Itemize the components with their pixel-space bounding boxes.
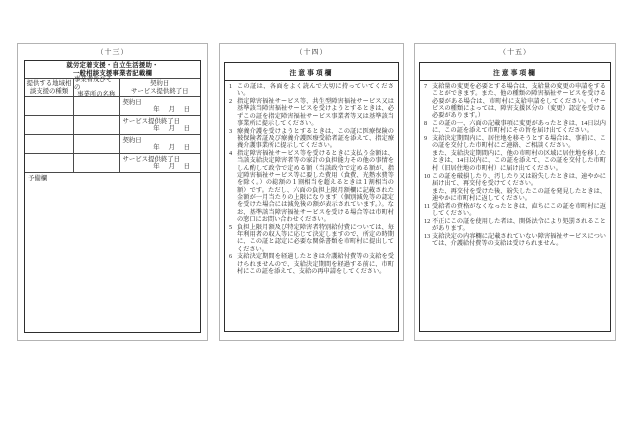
page-number-label: （十四） xyxy=(295,48,328,56)
note-item xyxy=(424,188,606,203)
support-provider-table xyxy=(24,60,201,333)
year-label: 年 xyxy=(153,124,160,132)
reserve-section-label: 予備欄 xyxy=(28,174,48,182)
notes-header: 注意事項欄 xyxy=(420,63,610,81)
month-label: 月 xyxy=(168,124,175,132)
note-item xyxy=(424,120,606,135)
date-cell-label: サービス提供終了日 xyxy=(122,117,181,125)
note-text: 支給決定の内容欄に記載されていない障害福祉サービスについては、介護給付費等の支給は受けられません。 xyxy=(432,232,606,248)
note-number: 11 xyxy=(424,202,430,210)
page-fourteen xyxy=(219,43,404,341)
date-cell xyxy=(120,154,201,172)
note-text: 支給決定期間を経過したときは介護給付費等の支給を受けられませんので、支給決定期間を経過する前に、市町村にこの証を添えて、支給の再申請をしてください。 xyxy=(237,253,394,275)
note-item xyxy=(229,128,394,150)
note-item xyxy=(424,203,606,218)
support-type-cell xyxy=(25,116,74,134)
contract-row xyxy=(25,134,200,153)
reserve-section xyxy=(25,172,200,332)
page-number-label: （十五） xyxy=(499,48,531,56)
note-item xyxy=(424,233,606,248)
note-text: 指定障害福祉サービス等、共生型障害福祉サービス又は基準該当障害福祉サービスを受けようとするときは、必ずこの証を指定障害福祉サービス事業者等又は基準該当事業所に提示してください。 xyxy=(237,98,394,127)
note-text: 負担上限月額及び特定障害者特別給付費については、毎年利用者の収入等に応じて決定しますので、所定の時期に、この証と認定に必要な関係書類を市町村に提出してください。 xyxy=(237,223,394,253)
provider-name-cell xyxy=(74,154,120,172)
contract-row xyxy=(25,153,200,172)
page-fifteen xyxy=(414,43,616,341)
year-month-day-line xyxy=(120,106,201,113)
month-label: 月 xyxy=(168,162,175,170)
date-cell-label: サービス提供終了日 xyxy=(122,155,181,163)
year-label: 年 xyxy=(153,105,160,113)
note-item xyxy=(424,150,606,172)
notes-box xyxy=(224,62,399,332)
note-text: この証は、各面をよく読んで大切に持っていてください。 xyxy=(237,83,394,98)
month-label: 月 xyxy=(168,143,175,151)
contract-rows xyxy=(25,96,200,172)
notes-list xyxy=(420,81,610,332)
note-text: この証の一、六面の記載事項に変更があったときは、14日以内に、この証を添えて市町村にその旨を届け出てください。 xyxy=(432,119,606,135)
note-number: 9 xyxy=(424,135,428,143)
note-item xyxy=(229,253,394,275)
note-text: 療養介護を受けようとするときは、この証に医療保険の被保険者証及び療養介護医療受給者証を添えて、指定療養介護事業所に提示してください。 xyxy=(237,127,394,150)
support-type-cell xyxy=(25,97,74,115)
note-text: 不正にこの証を使用した者は、関係法令により処罰されることがあります。 xyxy=(432,217,606,233)
notes-list xyxy=(225,81,398,332)
note-item xyxy=(229,224,394,253)
year-label: 年 xyxy=(153,162,160,170)
year-month-day-line xyxy=(120,144,201,151)
year-label: 年 xyxy=(153,143,160,151)
support-type-cell xyxy=(25,135,74,153)
provider-name-cell xyxy=(74,135,120,153)
notes-header: 注意事項欄 xyxy=(225,63,398,81)
note-item xyxy=(229,98,394,127)
column-header-contract-dates: 契約日 サービス提供終了日 xyxy=(130,80,189,95)
note-item xyxy=(424,135,606,150)
note-number: 3 xyxy=(229,127,233,135)
note-number: 1 xyxy=(229,83,233,90)
note-number: 2 xyxy=(229,98,233,106)
date-cell xyxy=(120,97,201,115)
note-number: 5 xyxy=(229,223,233,231)
note-item xyxy=(229,150,394,223)
notes-box xyxy=(419,62,611,332)
provider-name-cell xyxy=(74,97,120,115)
note-number: 6 xyxy=(229,253,233,261)
note-text: この証を破損したり、汚したり又は紛失したときは、速やかに届け出て、再交付を受けてください。 xyxy=(432,172,606,187)
note-number: 13 xyxy=(424,232,431,240)
month-label: 月 xyxy=(168,105,175,113)
date-cell-label: 契約日 xyxy=(122,98,142,106)
column-header-support-type: 提供する地域相 談支援の種類 xyxy=(25,79,74,96)
provider-name-cell xyxy=(74,116,120,134)
table-title-line1: 就労定着支援・自立生活援助・ xyxy=(66,62,159,70)
day-label: 日 xyxy=(183,143,190,151)
note-text: 受給者の資格がなくなったときは、直ちにこの証を市町村に返してください。 xyxy=(432,202,606,218)
contract-row xyxy=(25,96,200,115)
note-item xyxy=(424,218,606,233)
date-cell xyxy=(120,116,201,134)
contract-row xyxy=(25,115,200,134)
table-title-line2: 一般相談支援事業者記載欄 xyxy=(72,69,153,77)
note-number: 4 xyxy=(229,150,233,158)
note-text: 指定障害福祉サービス等を受けるときに支払う金額は、当該支給決定障害者等の家計の負担能力その他の事情をしん酌して政令で定める額（当該政令で定める額が、指定障害福祉サービス等に要した費用（食費、光熱水費等を除く。）の総額の１割相当を超えるときは１割相当の額）です。ただし、六面の負担上限月額欄に記載された金額が一月当たりの上限になります（個別減免等の認定を受けた場合には減免後の額が表示されています。）。なお、基準該当障害福祉サービスを受ける場合等は市町村の窓口にお問い合わせください。 xyxy=(237,150,394,223)
year-month-day-line xyxy=(120,163,201,170)
note-item xyxy=(424,83,606,119)
note-text: 支給決定期間内に、居住地を移そうとする場合は、事前に、この証を交付した市町村にご連絡、ご相談ください。 xyxy=(432,135,606,150)
note-item xyxy=(424,173,606,188)
day-label: 日 xyxy=(183,105,190,113)
note-number: 8 xyxy=(424,119,428,127)
column-header-provider-name: 事業者及びその 事業所の名称 xyxy=(74,79,120,96)
page-thirteen xyxy=(17,43,208,341)
note-number: 12 xyxy=(424,217,431,225)
note-number: 7 xyxy=(424,83,428,90)
day-label: 日 xyxy=(183,124,190,132)
note-text: また、再交付を受けた後、紛失したこの証を発見したときは、速やかに市町村に返してください。 xyxy=(432,187,606,202)
note-number: 10 xyxy=(424,172,431,180)
year-month-day-line xyxy=(120,125,201,132)
note-text: 支給量の変更を必要とする場合は、支給量の変更の申請をすることができます。また、他の種類の障害福祉サービスを受ける必要がある場合は、市町村に支給申請をしてください。（サービスの種類によっては、障害支援区分の（変更）認定を受ける必要があります。） xyxy=(432,83,606,120)
support-type-cell xyxy=(25,154,74,172)
date-cell xyxy=(120,135,201,153)
note-item xyxy=(229,83,394,98)
day-label: 日 xyxy=(183,162,190,170)
page-number-label: （十三） xyxy=(96,48,129,56)
date-cell-label: 契約日 xyxy=(122,136,142,144)
note-text: また、支給決定期間内に、他の市町村の区域に居住地を移したときは、14日以内に、この証を添えて、この証を交付した市町村（旧居住地の市町村）に届け出てください。 xyxy=(432,150,606,172)
table-header-row xyxy=(25,76,200,99)
